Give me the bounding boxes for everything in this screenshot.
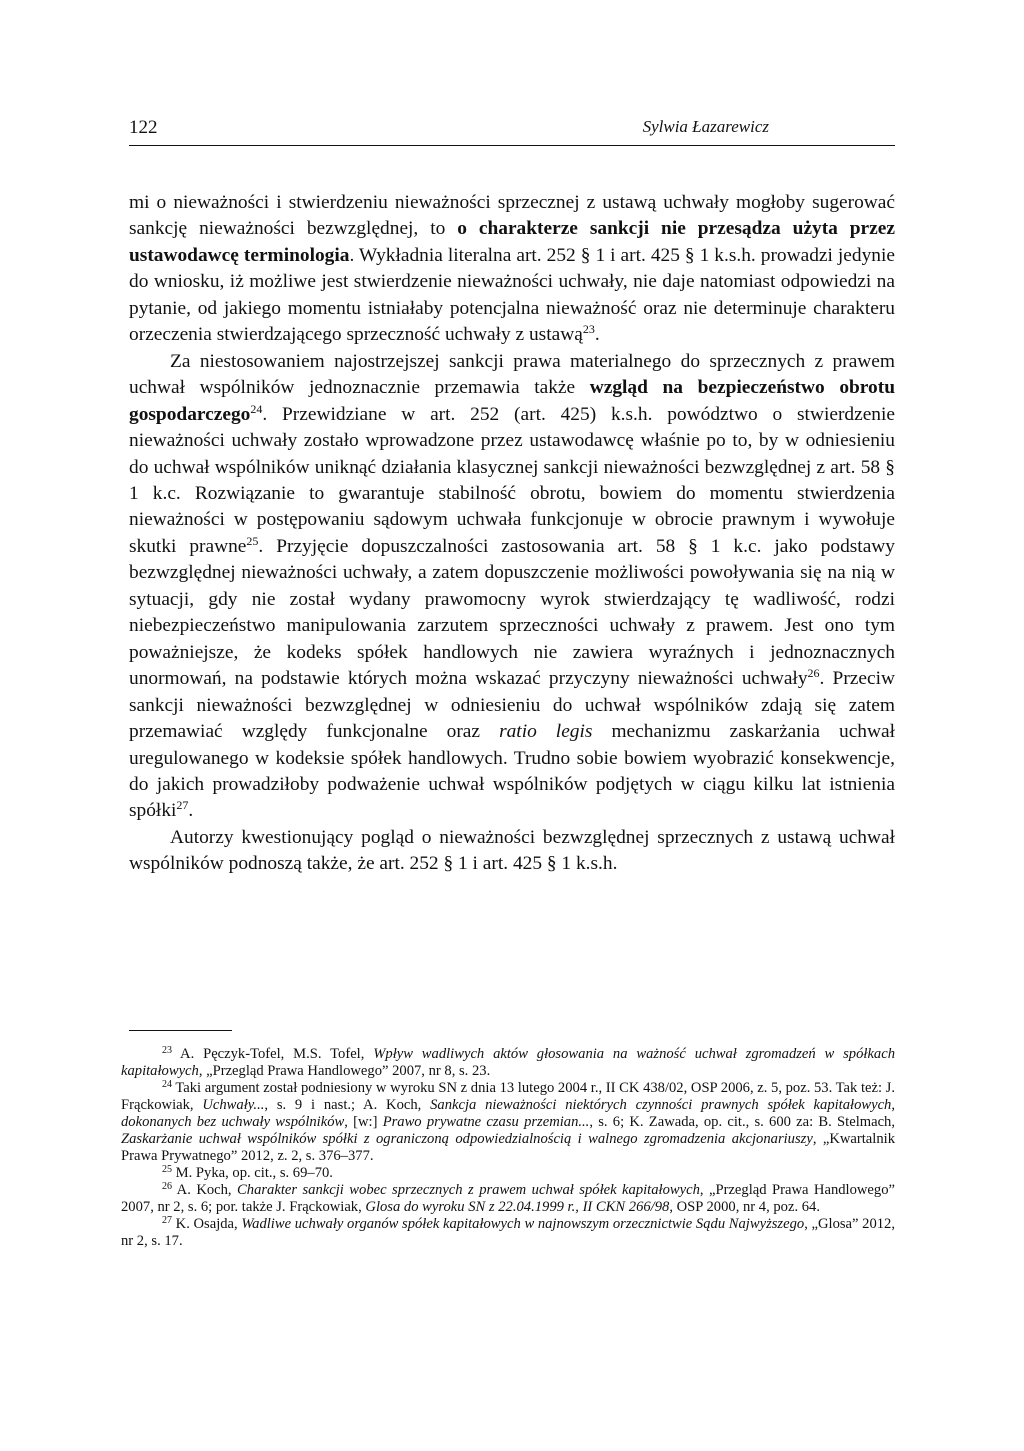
italic-title: Zaskarżanie uchwał wspólników spółki z ograniczoną odpowiedzialnością i walnego zgromadzenia akcjonariuszy — [121, 1131, 813, 1147]
page-number: 122 — [129, 117, 158, 138]
footnote-number: 27 — [162, 1215, 172, 1226]
italic-title: Charakter sankcji wobec sprzecznych z prawem uchwał spółek kapitałowych — [237, 1182, 700, 1198]
text-run: , „Kwartalnik Prawa Prywatnego” 2012, z. 2, s. 376–377. — [121, 1131, 895, 1164]
text-run: , „Przegląd Prawa Handlowego” 2007, nr 2, s. 6; por. także J. Frąckowiak, — [121, 1182, 895, 1215]
text-run: A. Koch, — [172, 1182, 238, 1198]
footnote-27 — [121, 1216, 895, 1250]
footnote-ref-25[interactable]: 25 — [246, 533, 259, 548]
footnote-divider — [129, 1030, 232, 1031]
text-run: , s. 9 i nast.; A. Koch, — [264, 1097, 431, 1113]
italic-title: Uchwały... — [202, 1097, 265, 1113]
footnote-ref-24[interactable]: 24 — [250, 401, 263, 416]
footnote-number: 23 — [162, 1045, 172, 1056]
text-run: K. Osajda, — [172, 1216, 242, 1232]
footnote-ref-23[interactable]: 23 — [582, 322, 595, 337]
text-run: Autorzy kwestionujący pogląd o nieważności bezwzględnej sprzecznych z ustawą uchwał wspólników podnoszą także, że art. 252 § 1 i art. 425 § 1 k.s.h. — [129, 826, 895, 875]
text-run: . Przyjęcie dopuszczalności zastosowania art. 58 § 1 k.c. jako podstawy bezwzględnej nieważności uchwały, a zatem dopuszczenie możliwości powoływania się na nią w sytuacji, gdy nie został wydany prawomocny wyrok stwierdzający tę wadliwość, rodzi niebezpieczeństwo manipulowania zarzutem sprzeczności uchwały z prawem. Jest ono tym poważniejsze, że kodeks spółek handlowych nie zawiera wyraźnych i jednoznacznych unormowań, na podstawie których można wskazać przyczyny nieważności uchwały — [129, 535, 896, 690]
text-run: . Wykładnia literalna art. 252 § 1 i art. 425 § 1 k.s.h. prowadzi jedynie do wniosku, iż możliwe jest stwierdzenie nieważności uchwały, nie daje natomiast odpowiedzi na pytanie, od jakiego momentu istniałaby potencjalna nieważność oraz nie determinuje charakteru orzeczenia stwierdzającego sprzeczność uchwały z ustawą — [129, 244, 895, 346]
running-head-author: Sylwia Łazarewicz — [642, 117, 769, 136]
footnote-24 — [121, 1080, 895, 1165]
bold-text: wzgląd na bezpieczeństwo obrotu gospodarczego — [129, 377, 895, 425]
footnote-25 — [121, 1165, 895, 1182]
text-run: . Przeciw sankcji nieważności bezwzględnej w odniesieniu do uchwał wspólników zdają się zatem przemawiać względy funkcjonalne oraz — [129, 668, 895, 743]
text-run: Za niestosowaniem najostrzejszej sankcji prawa materialnego do sprzecznych z prawem uchwał wspólników jednoznacznie przemawia także — [129, 350, 895, 399]
main-text — [129, 190, 895, 878]
text-run: . — [188, 800, 194, 822]
paragraph-3 — [129, 825, 895, 878]
text-run: M. Pyka, op. cit., s. 69–70. — [172, 1165, 333, 1181]
footnote-ref-27[interactable]: 27 — [176, 798, 189, 813]
text-run: , OSP 2000, nr 4, poz. 64. — [669, 1199, 820, 1215]
paragraph-2 — [129, 349, 895, 825]
text-run: , [w:] — [344, 1114, 383, 1130]
text-run: . — [594, 324, 600, 346]
italic-title: Prawo prywatne czasu przemian... — [382, 1114, 590, 1130]
footnote-number: 26 — [162, 1181, 172, 1192]
footnote-ref-26[interactable]: 26 — [807, 666, 820, 681]
footnote-number: 25 — [162, 1164, 172, 1175]
text-run: . Przewidziane w art. 252 (art. 425) k.s.h. powództwo o stwierdzenie nieważności uchwały zostało wprowadzone przez ustawodawcę właśnie po to, by w odniesieniu do uchwał wspólników uniknąć działania klasycznej sankcji nieważności bezwzględnej z art. 58 § 1 k.c. Rozwiązanie to gwarantuje stabilność obrotu, bowiem do momentu stwierdzenia nieważności w postępowaniu sądowym uchwała funkcjonuje w obrocie prawnym i wywołuje skutki prawne — [129, 403, 895, 557]
page-header — [129, 117, 895, 146]
italic-title: Wadliwe uchwały organów spółek kapitałowych w najnowszym orzecznictwie Sądu Najwyższego — [241, 1216, 805, 1232]
bold-text: o charakterze sankcji nie przesądza użyta przez ustawodawcę terminologia — [129, 218, 895, 266]
footnote-26 — [121, 1182, 895, 1216]
footnotes — [121, 1046, 895, 1250]
text-run: mechanizmu zaskarżania uchwał uregulowanego w kodeksie spółek handlowych. Trudno sobie bowiem wyobrazić konsekwencje, do jakich prowadziłoby podważenie uchwał wspólników podjętych w ciągu kilku lat istnienia spółki — [129, 721, 896, 822]
text-run: , „Przegląd Prawa Handlowego” 2007, nr 8, s. 23. — [198, 1063, 491, 1079]
italic-title: Wpływ wadliwych aktów głosowania na ważność uchwał zgromadzeń w spółkach kapitałowych — [121, 1046, 896, 1079]
footnote-number: 24 — [162, 1079, 172, 1090]
text-run: mi o nieważności i stwierdzeniu nieważności sprzecznej z ustawą uchwały mogłoby sugerować sankcję nieważności bezwzględnej, to — [129, 192, 895, 240]
italic-title: Sankcja nieważności niektórych czynności prawnych spółek kapitałowych, dokonanych bez uchwały wspólników — [121, 1097, 896, 1130]
paragraph-1 — [129, 190, 895, 349]
footnote-23 — [121, 1046, 895, 1080]
italic-title: Glosa do wyroku SN z 22.04.1999 r., II CKN 266/98 — [365, 1199, 670, 1215]
italic-text: ratio legis — [499, 721, 593, 743]
text-run: , „Glosa” 2012, nr 2, s. 17. — [121, 1216, 895, 1249]
text-run: , s. 6; K. Zawada, op. cit., s. 600 za: B. Stelmach, — [589, 1114, 895, 1130]
text-run: A. Pęczyk-Tofel, M.S. Tofel, — [172, 1046, 374, 1062]
text-run: Taki argument został podniesiony w wyroku SN z dnia 13 lutego 2004 r., II CK 438/02, OSP 2006, z. 5, poz. 53. Tak też: J. Frąckowiak, — [121, 1080, 895, 1113]
